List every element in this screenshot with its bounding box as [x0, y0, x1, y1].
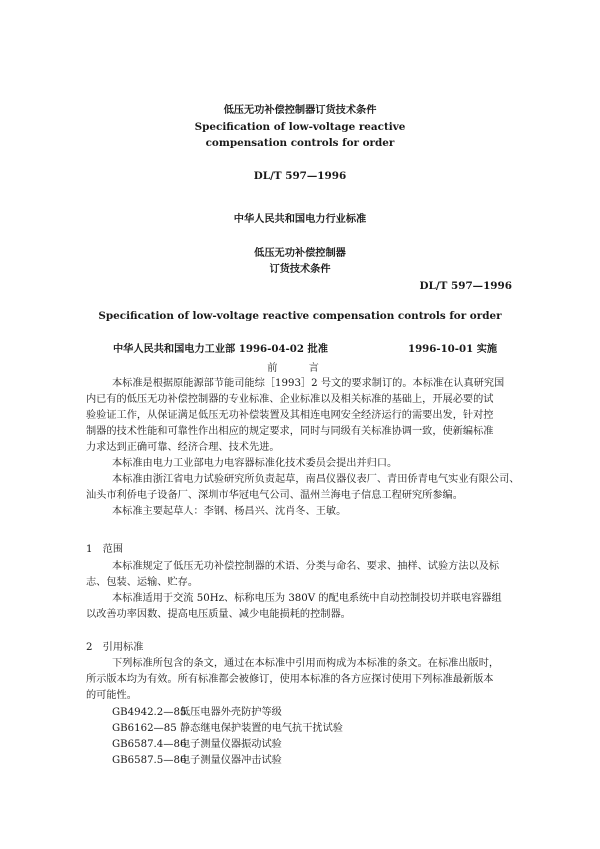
foreword-line: 内已有的低压无功补偿控制器的专业标准、企业标准以及相关标准的基础上，开展必要的试: [86, 394, 494, 405]
reference-title: 静态继电保护装置的电气抗干扰试验: [180, 723, 343, 734]
header-title-en: Specification of low-voltage reactive compensation controls for order: [98, 310, 502, 322]
section-1-line: 本标准适用于交流 50Hz、标称电压为 380V 的配电系统中自动控制投切并联电容器组: [112, 593, 502, 604]
foreword-line: 本标准是根据原能源部节能司能综［1993］2 号文的要求制订的。本标准在认真研究国: [112, 378, 505, 389]
section-2-line: 所示版本均为有效。所有标准都会被修订，使用本标准的各方应探讨使用下列标准最新版本: [86, 674, 494, 685]
header-title-1: 低压无功补偿控制器: [254, 247, 346, 259]
cover-title-en-1: Specification of low-voltage reactive: [194, 121, 406, 133]
reference-code: GB6587.5—86: [112, 755, 187, 766]
cover-title-cn: 低压无功补偿控制器订货技术条件: [223, 104, 377, 116]
section-1-line: 志、包装、运输、贮存。: [86, 577, 199, 588]
foreword-line: 制器的技术性能和可靠性作出相应的规定要求，同时与同级有关标准协调一致，使新编标准: [86, 426, 494, 437]
section-1-line: 以改善功率因数、提高电压质量、减少电能损耗的控制器。: [86, 609, 351, 620]
section-2-heading: 2 引用标准: [86, 642, 144, 653]
reference-standard: [112, 754, 282, 767]
reference-standard: [112, 722, 343, 735]
cover-title-en-2: compensation controls for order: [205, 137, 395, 149]
foreword-heading: 前 言: [267, 363, 333, 374]
section-1-line: 本标准规定了低压无功补偿控制器的术语、分类与命名、要求、抽样、试验方法以及标: [112, 561, 500, 572]
reference-standard: [112, 738, 282, 751]
header-title-2: 订货技术条件: [269, 263, 331, 275]
section-2-line: 下列标准所包含的条文，通过在本标准中引用而构成为本标准的条文。在标准出版时，: [112, 658, 500, 669]
cover-std-number: DL/T 597—1996: [253, 170, 347, 182]
reference-code: GB4942.2—85: [112, 707, 187, 718]
reference-title: 电子测量仪器冲击试验: [180, 755, 282, 766]
foreword-line: 汕头市利侨电子设备厂、深圳市华冠电气公司、温州兰海电子信息工程研究所参编。: [86, 490, 463, 501]
reference-standard: [112, 706, 282, 719]
foreword-line: 验验证工作，从保证满足低压无功补偿装置及其相连电网安全经济运行的需要出发，针对控: [86, 410, 494, 421]
reference-code: GB6162—85: [112, 723, 177, 734]
reference-code: GB6587.4—86: [112, 739, 187, 750]
reference-title: 低压电器外壳防护等级: [180, 707, 282, 718]
foreword-line: 本标准由浙江省电力试验研究所负责起草，南昌仪器仪表厂、青田侨青电气实业有限公司、: [112, 474, 520, 485]
effective-date: 1996-10-01 实施: [408, 343, 498, 355]
foreword-line: 本标准主要起草人：李钢、杨昌兴、沈肖冬、王敏。: [112, 506, 347, 517]
foreword-line: 本标准由电力工业部电力电容器标准化技术委员会提出并归口。: [112, 458, 398, 469]
header-std-number: DL/T 597—1996: [419, 280, 512, 292]
reference-title: 电子测量仪器振动试验: [180, 739, 282, 750]
foreword-line: 力求达到正确可靠、经济合理、技术先进。: [86, 442, 280, 453]
header-org: 中华人民共和国电力行业标准: [233, 213, 367, 225]
approval-line: 中华人民共和国电力工业部 1996-04-02 批准: [113, 343, 328, 355]
section-2-line: 的可能性。: [86, 690, 137, 701]
section-1-heading: 1 范围: [86, 544, 124, 555]
